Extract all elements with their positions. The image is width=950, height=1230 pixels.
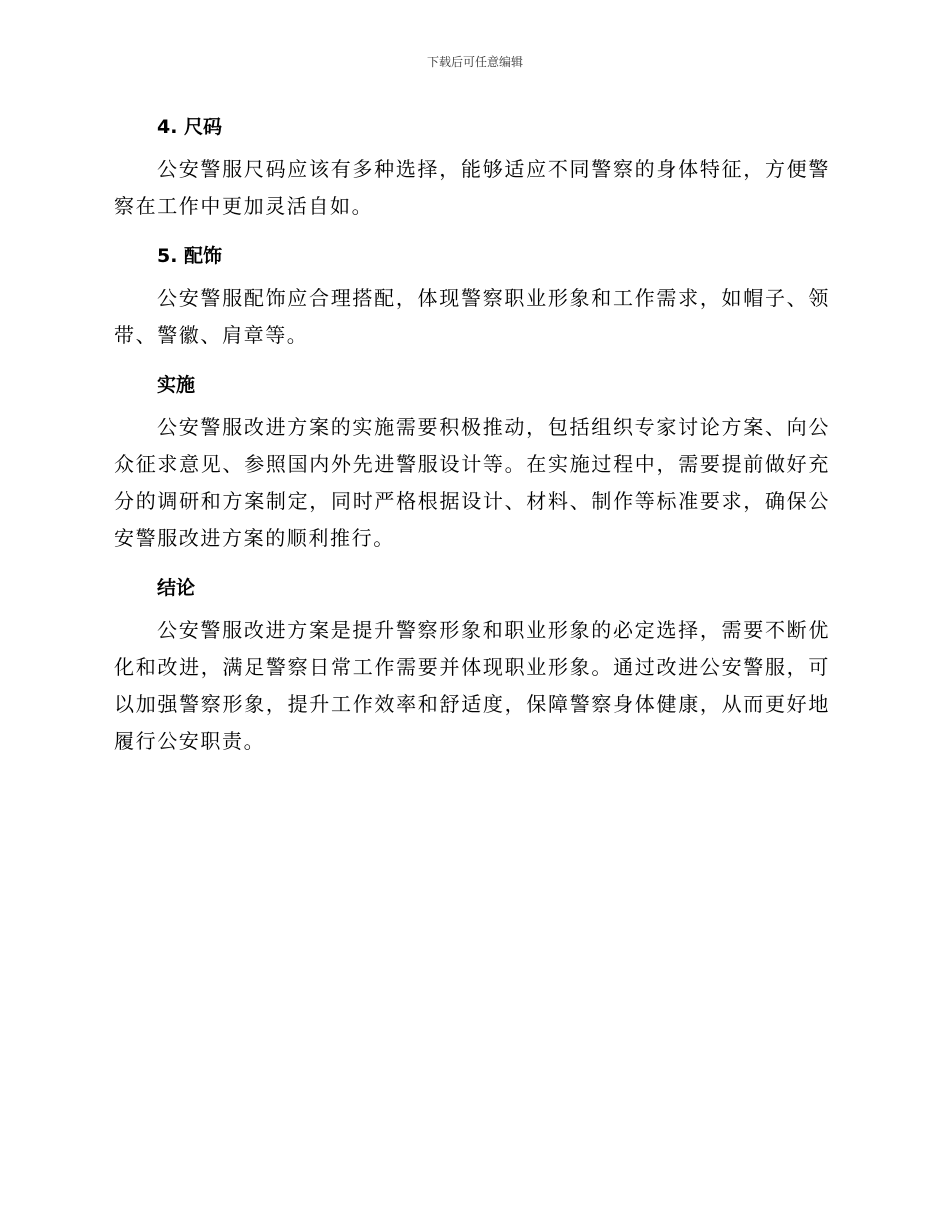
section-paragraph-conclusion: 公安警服改进方案是提升警察形象和职业形象的必定选择，需要不断优化和改进，满足警察日常工作需要并体现职业形象。通过改进公安警服，可以加强警察形象，提升工作效率和舒适度，保障警察身体健康，从而更好地履行公安职责。 (114, 618, 830, 753)
page-header: 下载后可任意编辑 (426, 55, 523, 69)
document-body (114, 112, 830, 760)
section-paragraph-implementation: 公安警服改进方案的实施需要积极推动，包括组织专家讨论方案、向公众征求意见、参照国内外先进警服设计等。在实施过程中，需要提前做好充分的调研和方案制定，同时严格根据设计、材料、制作等标准要求，确保公安警服改进方案的顺利推行。 (114, 415, 830, 550)
section-heading-conclusion: 结论 (157, 577, 196, 599)
section-paragraph-size: 公安警服尺码应该有多种选择，能够适应不同警察的身体特征，方便警察在工作中更加灵活自如。 (114, 157, 830, 218)
section-heading-size: 4. 尺码 (157, 116, 223, 138)
section-heading-accessories: 5. 配饰 (157, 245, 223, 267)
section-heading-implementation: 实施 (157, 374, 196, 396)
section-paragraph-accessories: 公安警服配饰应合理搭配，体现警察职业形象和工作需求，如帽子、领带、警徽、肩章等。 (114, 286, 830, 347)
